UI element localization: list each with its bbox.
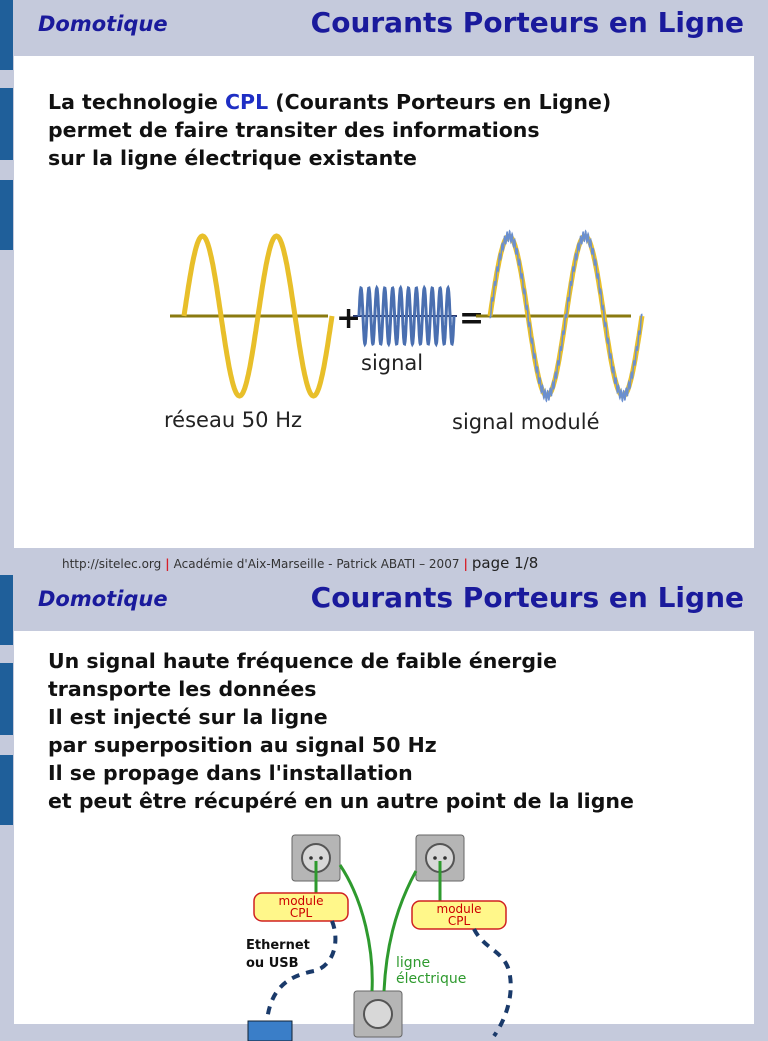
brand-label: Domotique (38, 587, 168, 611)
slide-2 (0, 575, 768, 1024)
plus-sign: + (336, 301, 362, 336)
body-line: Il est injecté sur la ligne (48, 705, 328, 729)
module-label: module (436, 902, 482, 916)
content-panel (14, 56, 754, 548)
footer (0, 548, 768, 575)
brand-label: Domotique (38, 12, 168, 36)
body-line: par superposition au signal 50 Hz (48, 733, 437, 757)
signal-label: signal (361, 351, 424, 375)
side-tab (0, 575, 13, 645)
side-tab (0, 180, 13, 250)
intro-line-3: sur la ligne électrique existante (48, 146, 417, 170)
cpl-modulation-diagram (14, 224, 754, 484)
cpl-highlight: CPL (225, 90, 269, 114)
module-label: CPL (289, 906, 313, 920)
side-tab (0, 663, 13, 735)
modulated-label: signal modulé (452, 410, 600, 434)
side-tab (0, 755, 13, 825)
body-line: et peut être récupéré en un autre point de la ligne (48, 789, 634, 813)
body-text (48, 647, 634, 815)
footer-separator: | (463, 557, 468, 571)
body-line: transporte les données (48, 677, 317, 701)
slide-header (0, 575, 768, 625)
page-number: page 1/8 (471, 554, 539, 572)
body-line: Un signal haute fréquence de faible énergie (48, 649, 557, 673)
network-label: réseau 50 Hz (164, 408, 303, 432)
footer-separator: | (165, 557, 170, 571)
intro-text (48, 88, 611, 172)
side-tab (0, 0, 13, 70)
footer-academy: Académie d'Aix-Marseille - Patrick ABATI – 2007 (173, 557, 460, 571)
intro-line-2: permet de faire transiter des informations (48, 118, 540, 142)
body-line: Il se propage dans l'installation (48, 761, 413, 785)
slide-title: Courants Porteurs en Ligne (310, 6, 744, 39)
slide-header (0, 0, 768, 50)
intro-line-1b: (Courants Porteurs en Ligne) (268, 90, 612, 114)
ethernet-label: Ethernet (246, 938, 310, 953)
slide-title: Courants Porteurs en Ligne (310, 581, 744, 614)
power-line (340, 865, 372, 991)
equals-sign: = (459, 301, 485, 336)
content-panel (14, 631, 754, 1024)
line-label: ligne (396, 955, 431, 971)
wall-socket-icon (354, 991, 402, 1037)
computer-icon (248, 1021, 292, 1041)
module-label: module (278, 894, 324, 908)
footer-url[interactable]: http://sitelec.org (62, 557, 162, 571)
line-label: électrique (396, 971, 467, 987)
intro-line-1a: La technologie (48, 90, 226, 114)
module-label: CPL (447, 914, 471, 928)
ethernet-cable (474, 929, 511, 1036)
cpl-network-diagram (14, 831, 754, 1041)
side-tab (0, 88, 13, 160)
ethernet-label: ou USB (246, 956, 299, 971)
